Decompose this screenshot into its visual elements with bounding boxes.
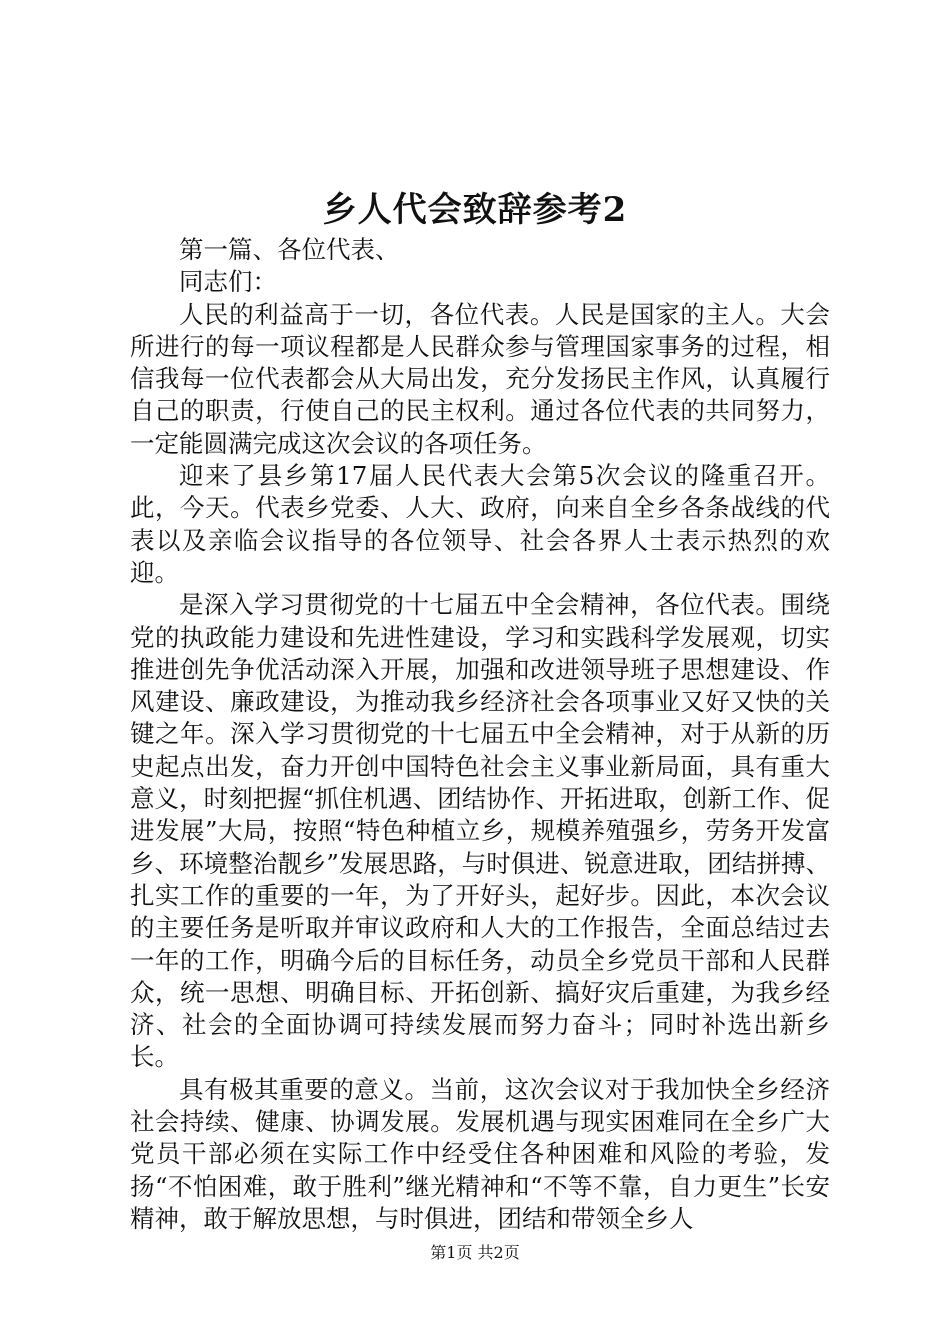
document-title: 乡人代会致辞参考2 bbox=[322, 190, 628, 230]
paragraph: 人民的利益高于一切，各位代表。人民是国家的主人。大会所进行的每一项议程都是人民群众参与管理国家事务的过程，相信我每一位代表都会从大局出发，充分发扬民主作风，认真履行自己的职责，行使自己的民主权利。通过各位代表的共同努力，一定能圆满完成这次会议的各项任务。 bbox=[130, 299, 830, 458]
paragraph: 迎来了县乡第17届人民代表大会第5次会议的隆重召开。此，今天。代表乡党委、人大、政府，向来自全乡各条战线的代表以及亲临会议指导的各位领导、社会各界人士表示热烈的欢迎。 bbox=[130, 461, 830, 587]
paragraph: 具有极其重要的意义。当前，这次会议对于我加快全乡经济社会持续、健康、协调发展。发展机遇与现实困难同在全乡广大党员干部必须在实际工作中经受住各种困难和风险的考验，发扬“不怕困难，敢于胜利”继光精神和“不等不靠，自力更生”长安精神，敢于解放思想，与时俱进，团结和带领全乡人 bbox=[130, 1074, 830, 1233]
page-number-footer: 第1页 共2页 bbox=[430, 1243, 520, 1262]
paragraph-salutation-1: 第一篇、各位代表、 bbox=[179, 235, 400, 264]
paragraph: 是深入学习贯彻党的十七届五中全会精神，各位代表。围绕党的执政能力建设和先进性建设，学习和实践科学发展观，切实推进创先争优活动深入开展，加强和改进领导班子思想建设、作风建设、廉政建设，为推动我乡经济社会各项事业又好又快的关键之年。深入学习贯彻党的十七届五中全会精神，对于从新的历史起点出发，奋力开创中国特色社会主义事业新局面，具有重大意义，时刻把握“抓住机遇、团结协作、开拓进取，创新工作、促进发展”大局，按照“特色种植立乡，规模养殖强乡，劳务开发富乡、环境整治靓乡”发展思路，与时俱进、锐意进取，团结拼搏、扎实工作的重要的一年，为了开好头，起好步。因此，本次会议的主要任务是听取并审议政府和人大的工作报告，全面总结过去一年的工作，明确今后的目标任务，动员全乡党员干部和人民群众，统一思想、明确目标、开拓创新、搞好灾后重建，为我乡经济、社会的全面协调可持续发展而努力奋斗；同时补选出新乡长。 bbox=[130, 590, 830, 1072]
document-body bbox=[130, 234, 830, 1235]
paragraph-salutation-2: 同志们： bbox=[179, 267, 277, 297]
